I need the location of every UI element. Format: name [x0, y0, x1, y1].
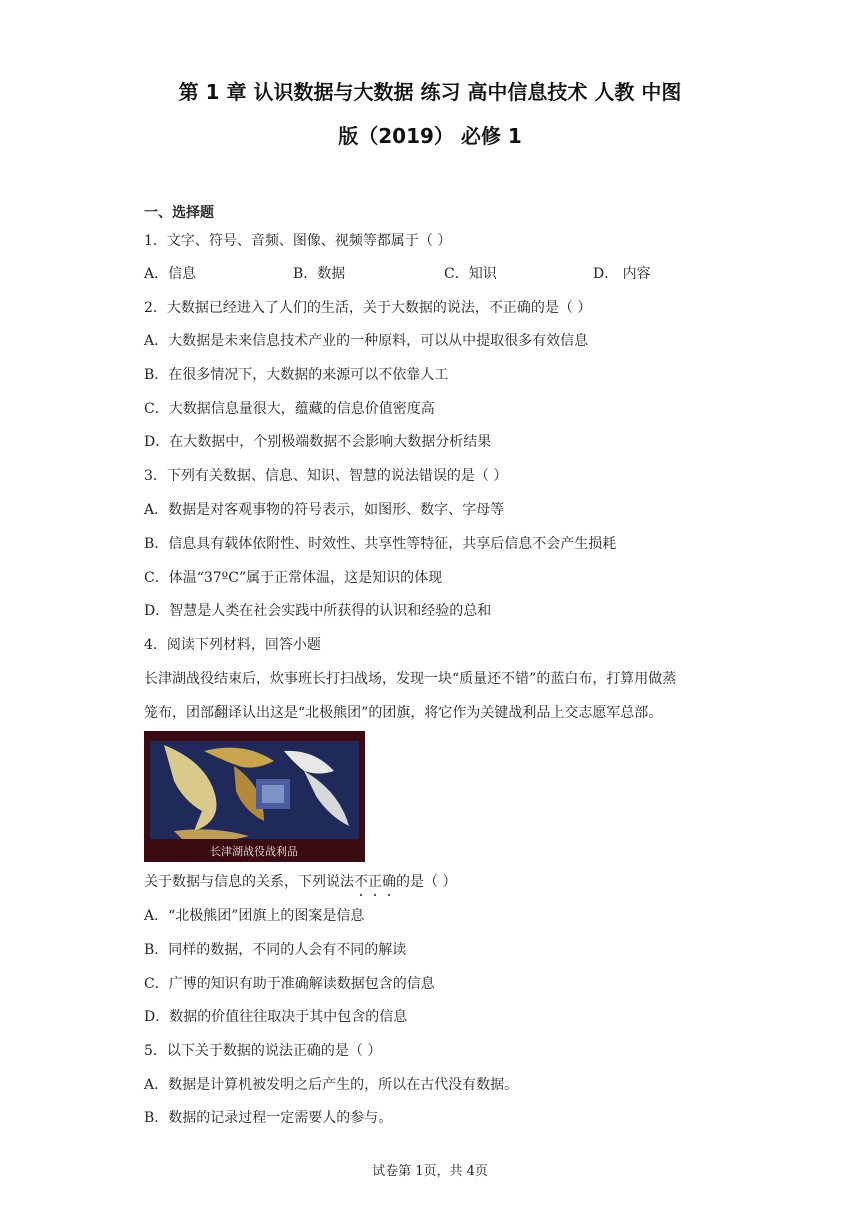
question-4-option-c: C．广博的知识有助于准确解读数据包含的信息	[144, 976, 435, 992]
question-2-option-c: C．大数据信息量很大，蕴藏的信息价值密度高	[144, 401, 435, 417]
emph-char-1: 不	[354, 874, 368, 890]
question-3-option-c: C．体温“37ºC”属于正常体温，这是知识的体现	[144, 570, 443, 586]
document-title-line-1: 第 1 章 认识数据与大数据 练习 高中信息技术 人教 中图	[178, 80, 682, 104]
question-1-option-a: A．信息	[144, 266, 197, 282]
question-4-material-line-2: 笼布，团部翻译认出这是“北极熊团”的团旗，将它作为关键战利品上交志愿军总部。	[144, 705, 663, 721]
document-title-line-2: 版（2019） 必修 1	[338, 124, 522, 148]
question-1-option-c: C．知识	[444, 266, 497, 282]
question-4-substem	[144, 873, 456, 891]
question-4-substem-prefix: 关于数据与信息的关系，下列说法	[144, 874, 354, 890]
question-1-stem: 1．文字、符号、音频、图像、视频等都属于（ ）	[144, 233, 452, 249]
question-4-option-b: B．同样的数据，不同的人会有不同的解读	[144, 942, 407, 958]
question-4-stem: 4．阅读下列材料，回答小题	[144, 637, 321, 653]
question-3-stem: 3．下列有关数据、信息、知识、智慧的说法错误的是（ ）	[144, 468, 508, 484]
page-footer: 试卷第 1页，共 4页	[372, 1164, 488, 1179]
question-2-stem: 2．大数据已经进入了人们的生活，关于大数据的说法，不正确的是（ ）	[144, 300, 592, 316]
section-heading: 一、选择题	[144, 205, 214, 221]
regiment-flag-photo	[144, 731, 365, 862]
question-4-substem-emphasis	[354, 874, 396, 890]
question-4-option-d: D．数据的价值往往取决于其中包含的信息	[144, 1009, 408, 1025]
question-4-option-a: A．“北极熊团”团旗上的图案是信息	[144, 908, 365, 924]
flag-caption: 长津湖战役战利品	[210, 845, 298, 858]
question-4-substem-suffix: 的是（ ）	[396, 874, 457, 890]
question-2-option-d: D．在大数据中，个别极端数据不会影响大数据分析结果	[144, 434, 492, 450]
question-1-option-d: D． 内容	[593, 266, 651, 282]
emph-char-3: 确	[382, 874, 396, 890]
question-5-option-a: A．数据是计算机被发明之后产生的，所以在古代没有数据。	[144, 1077, 519, 1093]
question-3-option-b: B．信息具有载体依附性、时效性、共享性等特征，共享后信息不会产生损耗	[144, 536, 617, 552]
question-3-option-d: D．智慧是人类在社会实践中所获得的认识和经验的总和	[144, 603, 492, 619]
question-2-option-a: A．大数据是未来信息技术产业的一种原料，可以从中提取很多有效信息	[144, 333, 589, 349]
question-4-material-line-1: 长津湖战役结束后，炊事班长打扫战场，发现一块“质量还不错”的蓝白布，打算用做蒸	[144, 671, 677, 687]
question-1-option-b: B．数据	[293, 266, 346, 282]
emph-char-2: 正	[368, 874, 382, 890]
question-2-option-b: B．在很多情况下，大数据的来源可以不依靠人工	[144, 367, 449, 383]
flag-illustration	[144, 731, 365, 862]
question-3-option-a: A．数据是对客观事物的符号表示，如图形、数字、字母等	[144, 502, 505, 518]
question-5-option-b: B．数据的记录过程一定需要人的参与。	[144, 1110, 393, 1126]
question-5-stem: 5．以下关于数据的说法正确的是（ ）	[144, 1043, 382, 1059]
